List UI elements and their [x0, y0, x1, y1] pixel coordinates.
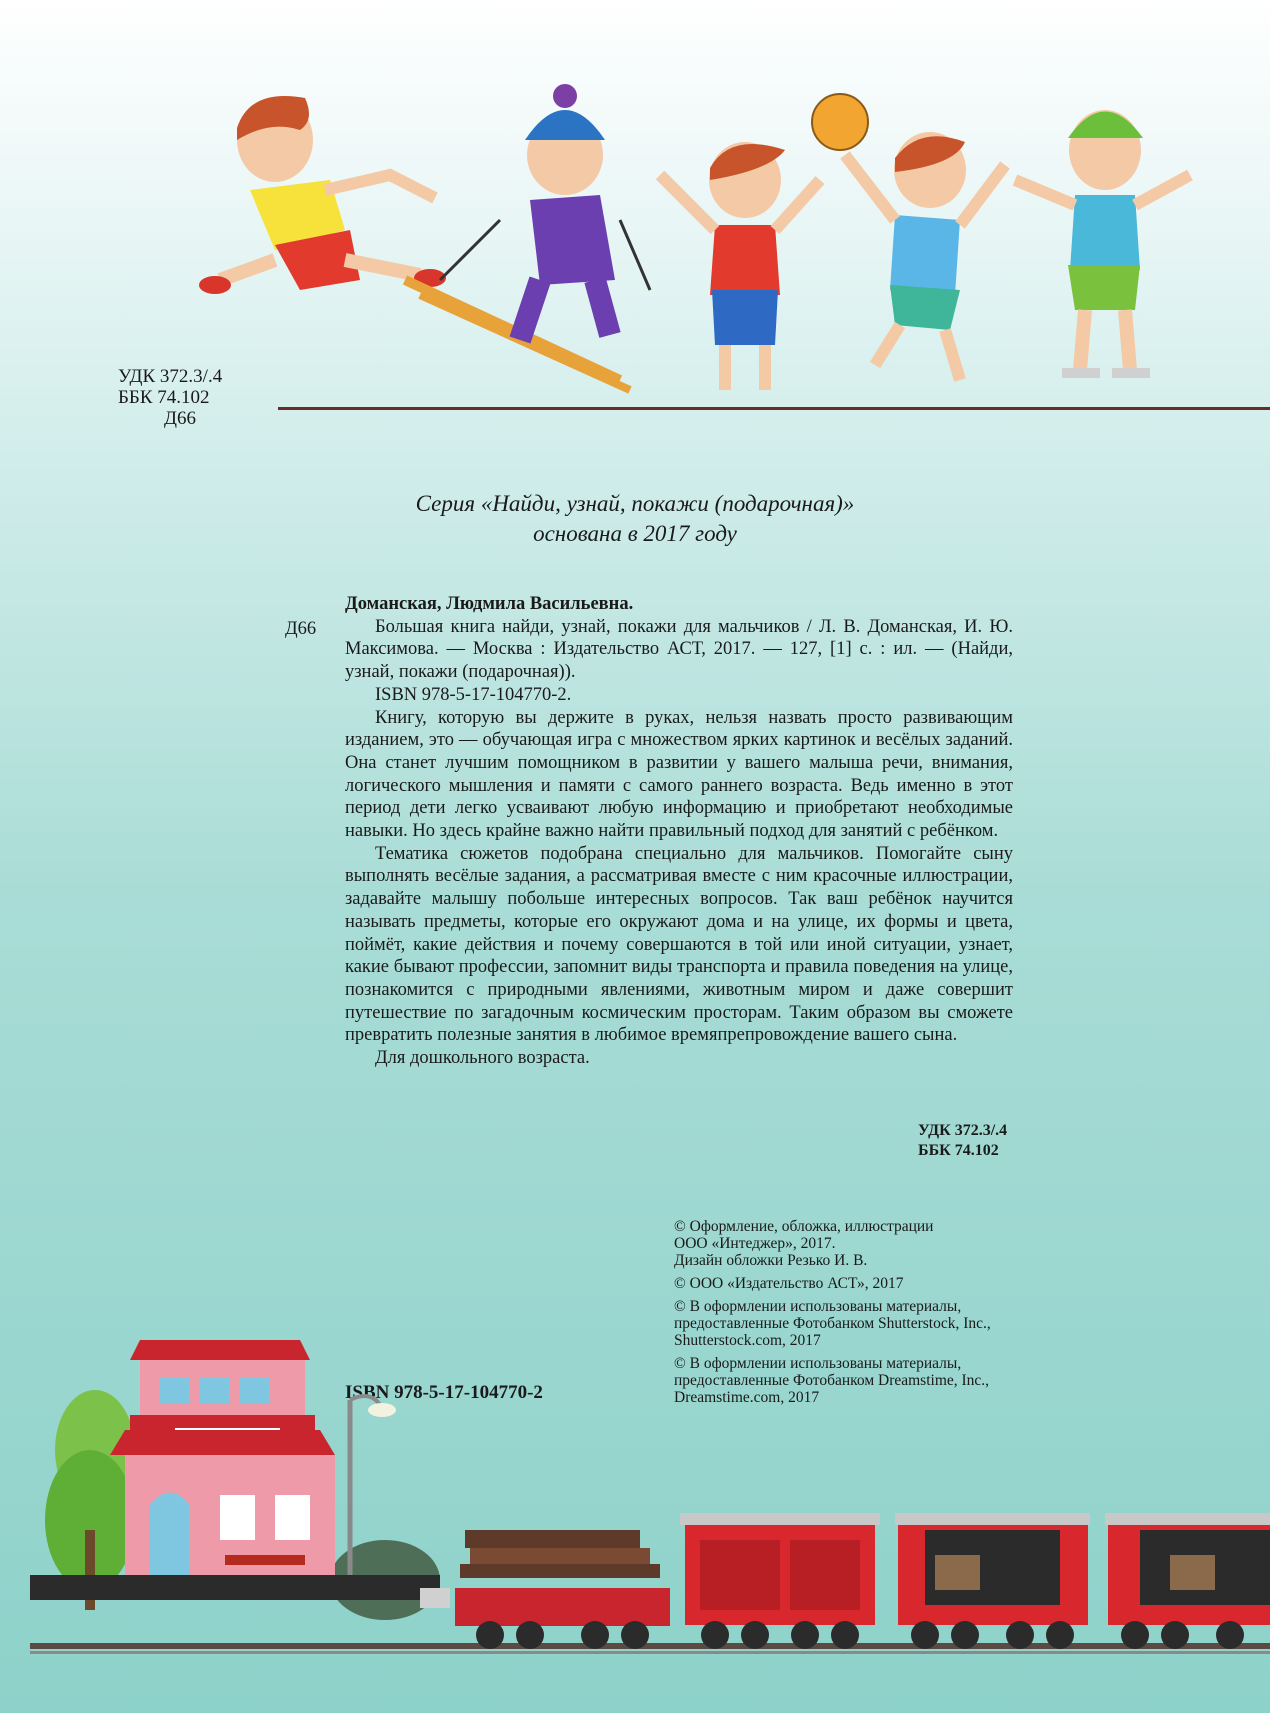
- copyright-line: Dreamstime.com, 2017: [674, 1389, 820, 1406]
- rail-track: [30, 1651, 1270, 1654]
- train-station-illustration: [0, 1330, 1270, 1713]
- copyright-line: предоставленные Фотобанком Dreamstime, Inc.,: [674, 1372, 990, 1389]
- bibliographic-entry: [345, 593, 1013, 1070]
- copyright-line: © В оформлении использованы материалы,: [674, 1298, 962, 1315]
- entry-bibliography: Большая книга найди, узнай, покажи для мальчиков / Л. В. Доманская, И. Ю. Максимова. — Москва : Издательство АСТ, 2017. — 127, [1] с. : ил. — (Найди, узнай, покажи (подарочная)).: [345, 616, 1013, 683]
- boxcar-wagon-figure: [680, 1513, 880, 1649]
- copyright-design: [674, 1218, 1054, 1269]
- age-note: Для дошкольного возраста.: [375, 1048, 590, 1069]
- copyright-line: ООО «Интеджер», 2017.: [674, 1235, 836, 1252]
- copyright-line: предоставленные Фотобанком Shutterstock, Inc.,: [674, 1315, 991, 1332]
- copyright-line: © ООО «Издательство АСТ», 2017: [674, 1275, 904, 1292]
- skier-boy-figure: [405, 84, 650, 390]
- log-wagon-figure: [455, 1530, 670, 1649]
- cargo-wagon-figure: [895, 1513, 1090, 1649]
- bbk-code: ББК 74.102: [118, 387, 210, 408]
- isbn-number: ISBN 978-5-17-104770-2: [345, 1382, 543, 1403]
- author-sign-code: Д66: [164, 408, 196, 429]
- copyright-line: © Оформление, обложка, иллюстрации: [674, 1218, 934, 1235]
- udk-code: УДК 372.3/.4: [118, 366, 223, 387]
- boy-red-shirt-figure: [660, 94, 868, 390]
- udk-code-right: УДК 372.3/.4: [918, 1122, 1008, 1139]
- copyright-line: © В оформлении использованы материалы,: [674, 1355, 962, 1372]
- station-building-figure: [110, 1340, 396, 1580]
- annotation-paragraph-2: Тематика сюжетов подобрана специально для мальчиков. Помогайте сыну выполнять весёлые задания, а рассматривая вместе с ним красочные иллюстрации, задавайте малышу побольше интересных вопросов. Так ваш ребёнок научится называть предметы, которые его окружают дома и на улице, их формы и цвета, поймёт, какие действия и почему совершаются в той или иной ситуации, узнает, какие бывают профессии, запомнит виды транспорта и правила поведения на улице, познакомится с природными явлениями, животным миром и даже совершит путешествие по загадочным космическим просторам. Таким образом вы сможете превратить полезные занятия в любимое времяпрепровождение вашего сына.: [345, 843, 1013, 1046]
- cargo-wagon-figure: [1105, 1513, 1270, 1649]
- entry-author: Доманская, Людмила Васильевна.: [345, 594, 634, 614]
- copyright-line: Shutterstock.com, 2017: [674, 1332, 821, 1349]
- series-founded: основана в 2017 году: [533, 521, 737, 546]
- annotation-paragraph-1: Книгу, которую вы держите в руках, нельзя назвать просто развивающим изданием, это — обучающая игра с множеством ярких картинок и весёлых заданий. Она станет лучшим помощником в развитии у вашего малыша речи, внимания, логического мышления и памяти с самого раннего возраста. Ведь именно в этот период дети легко усваивают любую информацию и приобретают необходимые навыки. Но здесь крайне важно найти правильный подход для занятий с ребёнком.: [345, 707, 1013, 842]
- entry-code: Д66: [285, 619, 317, 639]
- bbk-code-right: ББК 74.102: [918, 1142, 999, 1159]
- platform-step: [420, 1588, 450, 1608]
- boy-blue-shirt-figure: [845, 132, 1005, 380]
- copyright-line: Дизайн обложки Резько И. В.: [674, 1252, 868, 1269]
- boy-rollerblades-figure: [1015, 110, 1190, 378]
- series-title: Серия «Найди, узнай, покажи (подарочная)»: [415, 491, 855, 516]
- kids-illustration: [100, 80, 1210, 410]
- horizontal-rule: [278, 407, 1270, 410]
- running-boy-figure: [199, 96, 446, 294]
- entry-isbn: ISBN 978-5-17-104770-2.: [375, 684, 572, 705]
- rail-track: [30, 1643, 1270, 1649]
- copyright-publisher: [674, 1275, 1054, 1292]
- platform-figure: [30, 1575, 440, 1600]
